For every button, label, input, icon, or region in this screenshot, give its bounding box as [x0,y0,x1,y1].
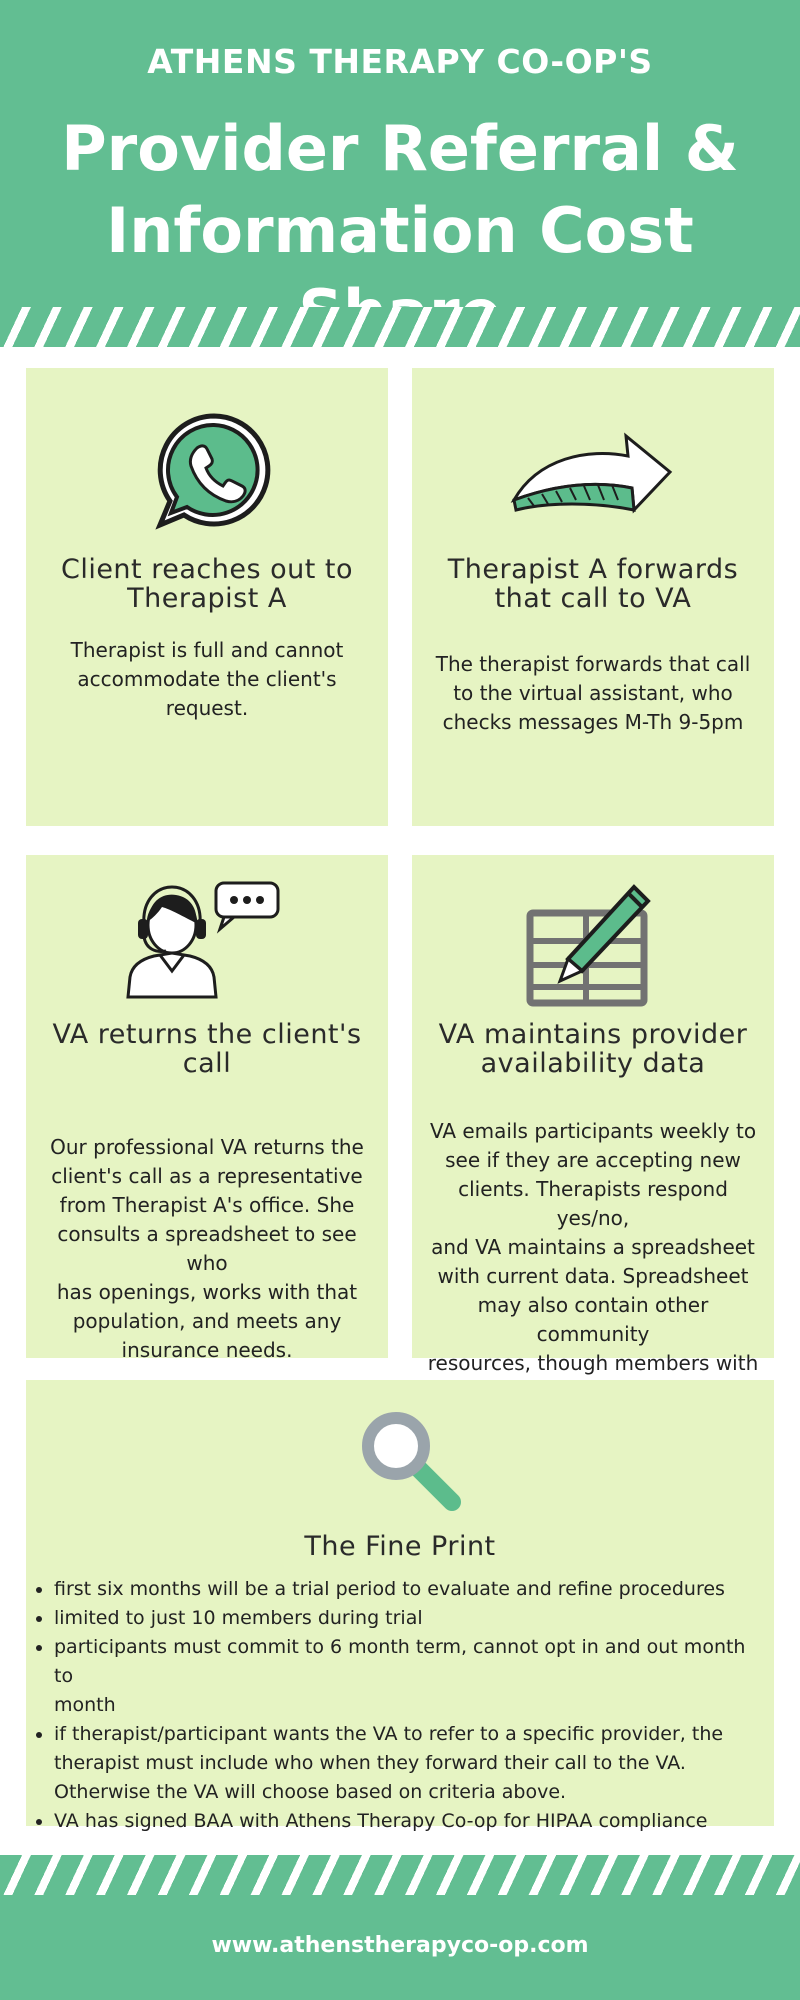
page-title-line-2: Information Cost [106,194,694,267]
step-3-heading: VA returns the client's call [52,1019,362,1079]
magnifier-icon [356,1406,466,1516]
step-2-body: The therapist forwards that call to the virtual assistant, who checks messages M-Th 9-5pm [435,652,751,734]
header-banner [0,0,800,310]
step-4-body: VA emails participants weekly to see if they are accepting new clients. Therapists respond yes/no, and VA maintains a spreadsheet with current data. Spreadsheet may also contain other community resources, though members with [427,1119,759,1375]
step-2-heading: Therapist A forwards that call to VA [447,554,739,614]
list-item: limited to just 10 members during trial [30,1604,760,1633]
step-card-3 [26,855,388,1362]
bottom-stripe-divider [0,1855,800,1895]
step-card-1 [26,368,388,826]
step-4-heading: VA maintains provider availability data [438,1019,748,1079]
phone-chat-icon [154,410,274,530]
list-item: first six months will be a trial period to evaluate and refine procedures [30,1575,760,1604]
page-title-line-1: Provider Referral & [61,112,739,185]
list-item: participants must commit to 6 month term, cannot opt in and out month to month [30,1633,760,1720]
fine-print-list [30,1575,760,1836]
forward-arrow-icon [508,430,678,520]
fine-print-heading: The Fine Print [304,1531,496,1562]
step-card-2 [412,368,774,826]
step-1-heading: Client reaches out to Therapist A [60,554,354,614]
website-link[interactable]: www.athenstherapyco-op.com [211,1933,589,1958]
step-1-body: Therapist is full and cannot accommodate the client's request. [70,638,344,720]
headset-agent-icon [124,879,284,999]
header-subtitle: ATHENS THERAPY CO-OP'S [147,42,653,81]
step-3-body: Our professional VA returns the client's call as a representative from Therapist A's office. She consults a spreadsheet to see who has openings, works with that population, and meets any insurance needs. [50,1135,364,1362]
footer-banner [0,1855,800,2000]
list-item: VA has signed BAA with Athens Therapy Co-op for HIPAA compliance [30,1807,760,1836]
top-stripe-divider [0,307,800,347]
spreadsheet-pen-icon [524,881,654,1007]
list-item: if therapist/participant wants the VA to refer to a specific provider, the therapist must include who when they forward their call to the VA. Otherwise the VA will choose based on criteria above. [30,1720,760,1807]
step-card-4 [412,855,774,1375]
